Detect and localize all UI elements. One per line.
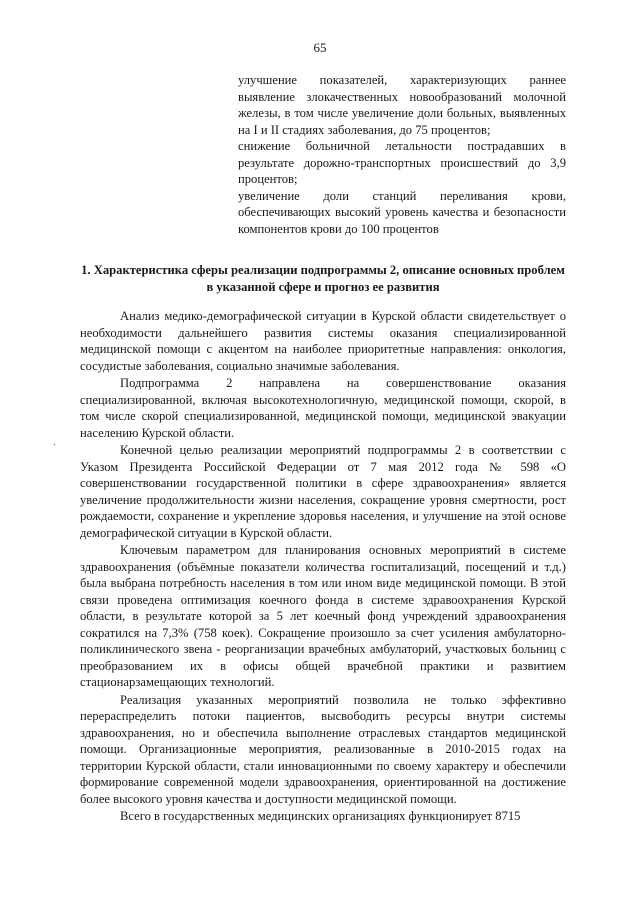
indicator-item-2: снижение больничной летальности пострадавших в результате дорожно-транспортных происшествий до 3,9 процентов; <box>238 139 566 186</box>
paragraph-1: Анализ медико-демографической ситуации в Курской области свидетельствует о необходимости дальнейшего развития системы оказания специализированной медицинской помощи с акцентом на наиболее приоритетные направления: онкология, сосудистые заболевания, социально значимые заболевания. <box>80 309 566 373</box>
indicator-item-1: улучшение показателей, характеризующих раннее выявление злокачественных новообразований молочной железы, в том числе увеличение доли больных, выявленных на I и II стадиях заболевания, до 75 процентов; <box>238 73 566 137</box>
paragraph-4: Ключевым параметром для планирования основных мероприятий в системе здравоохранения (объёмные показатели количества госпитализаций, посещений и т.д.) была выбрана потребность населения в том или ином виде медицинской помощи. В этой связи проведена оптимизация коечного фонда в системе здравоохранения Курской области, в результате которой за 5 лет коечный фонд учреждений здравоохранения сократился на 7,3% (758 коек). Сокращение произошло за счет усиления амбулаторно-поликлинического звена - реорганизации врачебных амбулаторий, участковых больниц с преобразованием их в офисы общей врачебной практики и развитием стационарзамещающих технологий. <box>80 543 566 689</box>
page-number: 65 <box>313 40 327 55</box>
paragraph-5: Реализация указанных мероприятий позволила не только эффективно перераспределить потоки пациентов, высвободить ресурсы внутри системы здравоохранения, но и обеспечила выполнение отраслевых стандартов медицинской помощи. Организационные мероприятия, реализованные в 2010-2015 годах на территории Курской области, стали инновационными по своему характеру и обеспечили формирование современной модели здравоохранения, ориентированной на достижение более высокого уровня качества и доступности медицинской помощи. <box>80 692 566 806</box>
section-heading: 1. Характеристика сферы реализации подпрограммы 2, описание основных проблем в указанной сфере и прогноз ее развития <box>81 263 565 294</box>
target-indicators-list <box>238 72 566 237</box>
paragraph-6: Всего в государственных медицинских организациях функционирует 8715 <box>120 809 521 823</box>
margin-mark: · <box>53 440 57 451</box>
paragraph-2: Подпрограмма 2 направлена на совершенствование оказания специализированной, включая высокотехнологичную, медицинской помощи, скорой, в том числе скорой специализированной, медицинской помощи, медицинской эвакуации населению Курской области. <box>80 376 566 440</box>
indicator-item-3: увеличение доли станций переливания крови, обеспечивающих высокий уровень качества и безопасности компонентов крови до 100 процентов <box>238 188 566 236</box>
paragraph-3: Конечной целью реализации мероприятий подпрограммы 2 в соответствии с Указом Президента Российской Федерации от 7 мая 2012 года № 598 «О совершенствовании государственной политики в сфере здравоохранения» является увеличение продолжительности жизни населения, сокращение уровня смертности, рост рождаемости, сохранение и укрепление здоровья населения, и улучшение на этой основе демографической ситуации в Курской области. <box>80 443 566 540</box>
section-body <box>80 308 566 825</box>
